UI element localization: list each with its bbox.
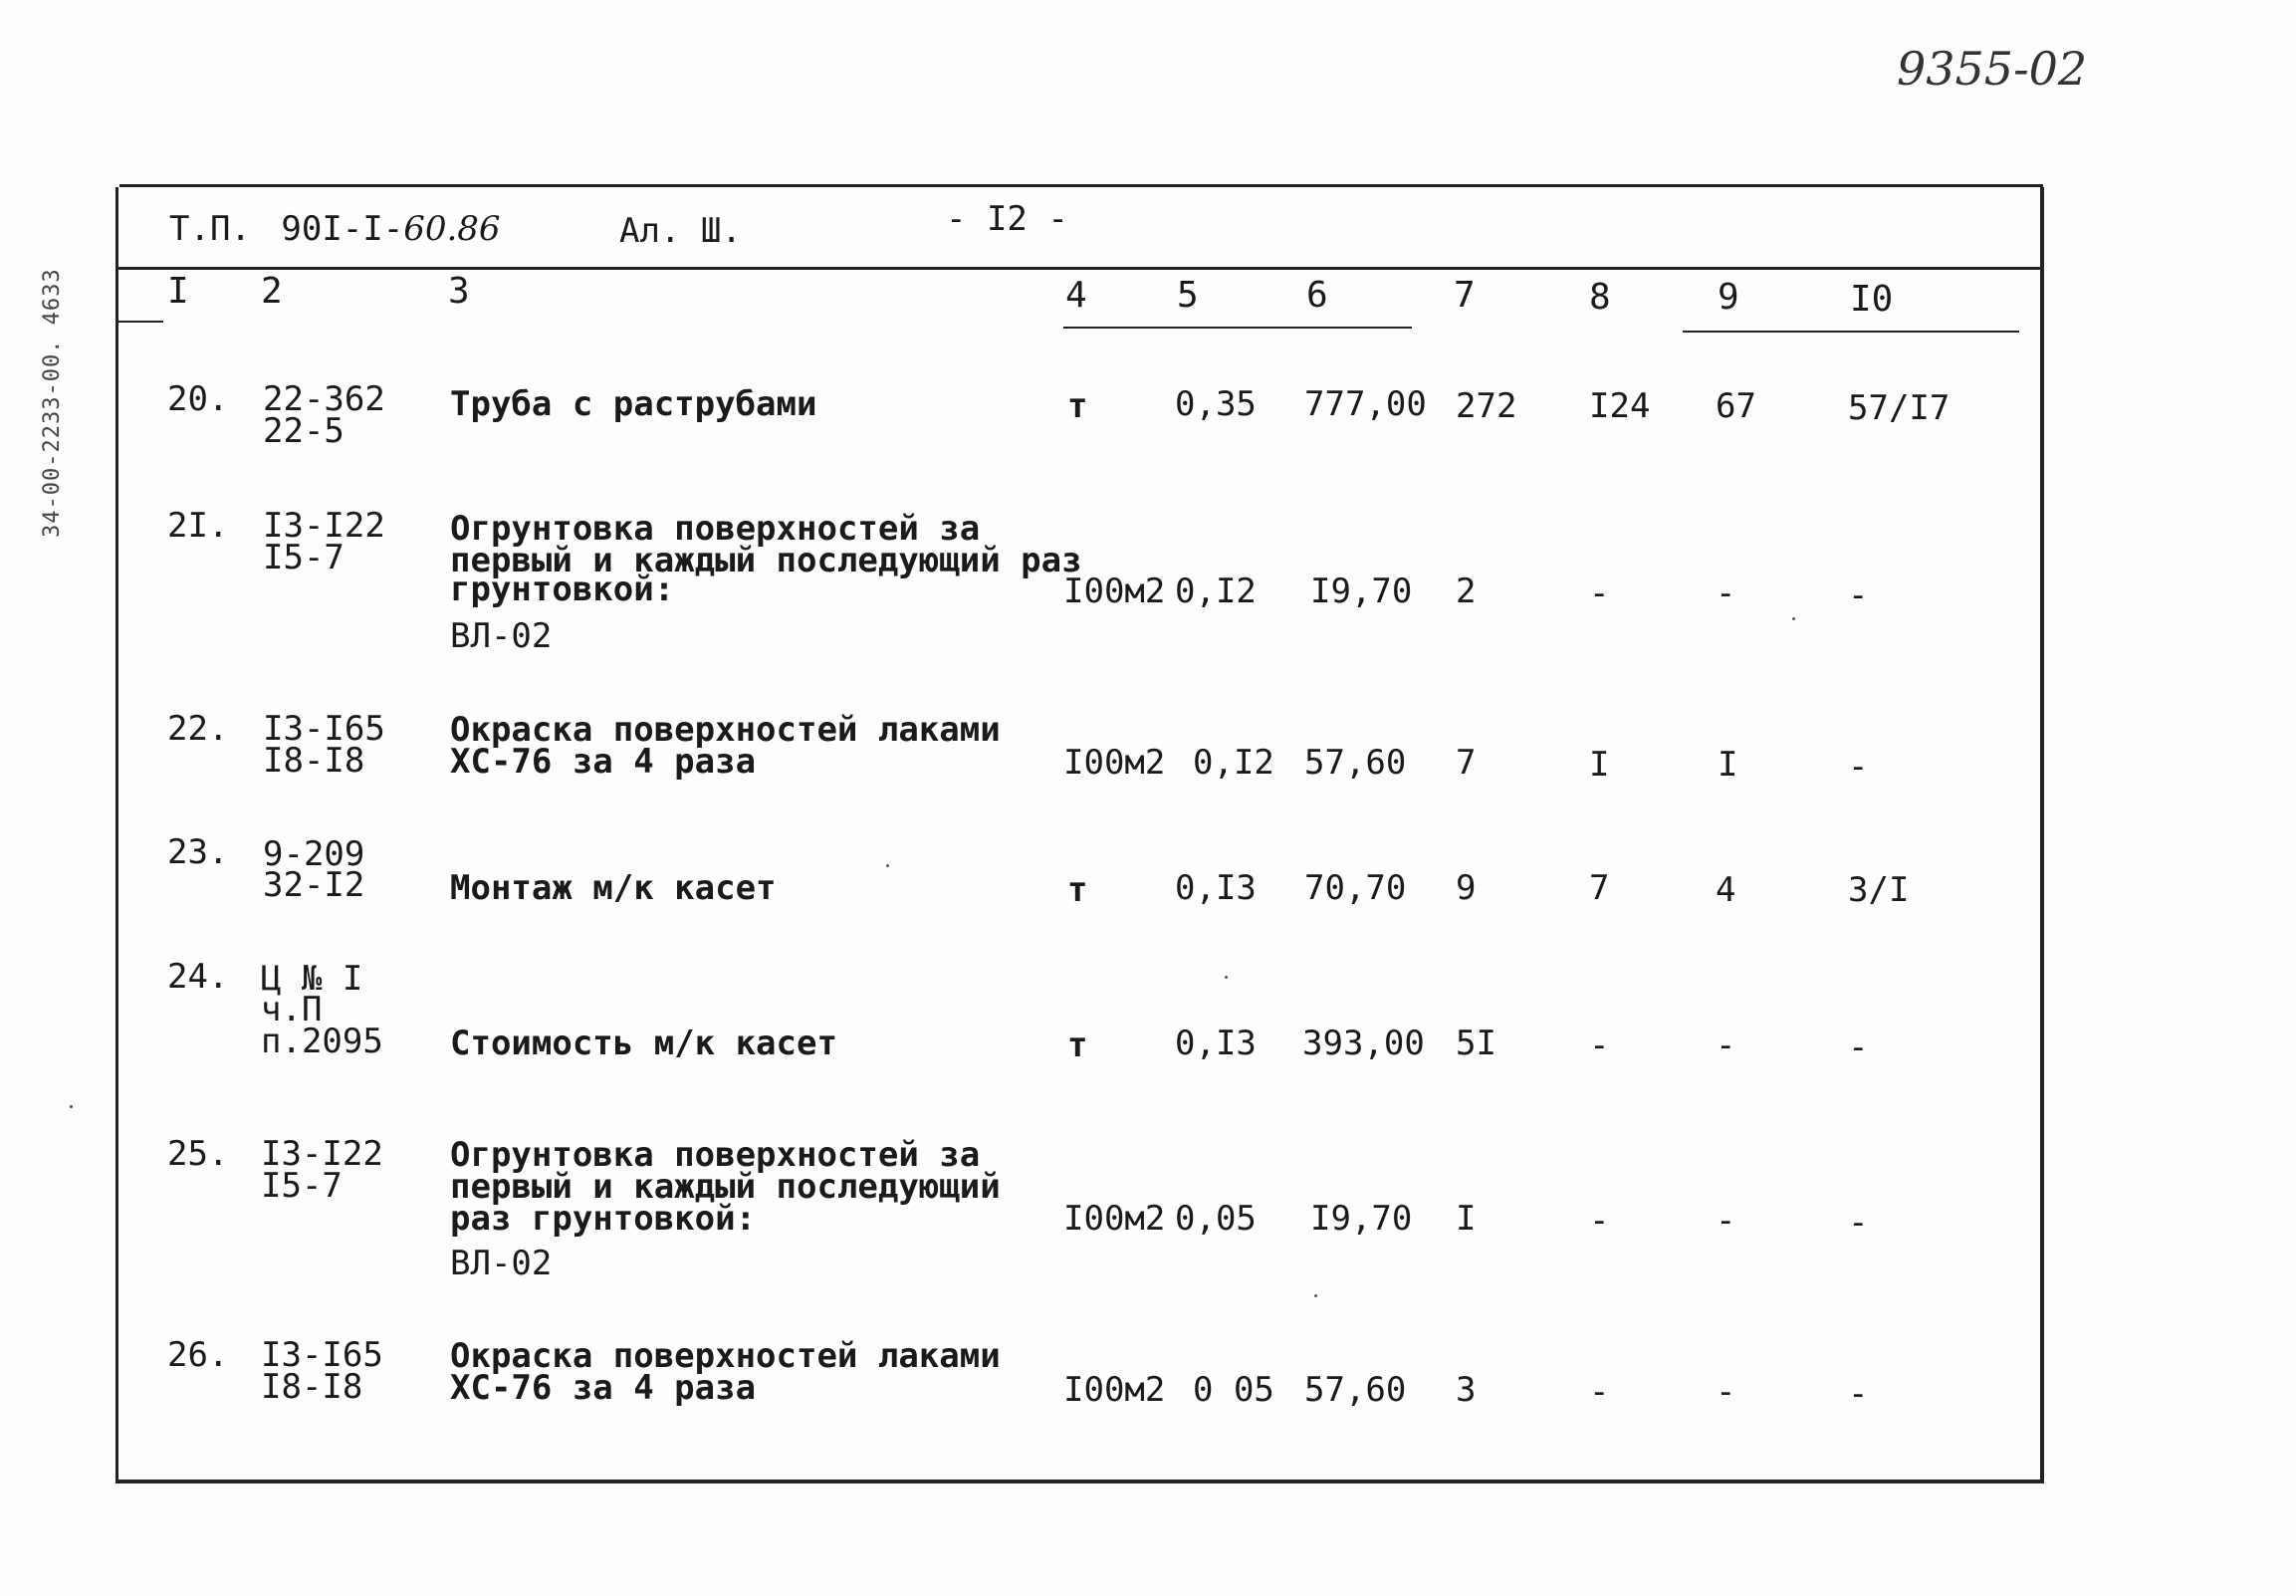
row-quantity: 0,I3 — [1175, 1024, 1257, 1063]
colhead-rule-right — [1683, 331, 2019, 333]
row-col8: - — [1589, 1372, 1610, 1412]
scan-speck — [1314, 1294, 1317, 1297]
row-quantity: 0,05 — [1175, 1199, 1257, 1239]
col-header-5: 5 — [1177, 275, 1199, 316]
col-header-1: I — [167, 271, 189, 312]
row-col10: - — [1848, 575, 1869, 615]
top-rule — [119, 184, 2043, 187]
row-number: 20. — [167, 379, 229, 419]
margin-note: 34-00-2233-00. 4633 — [40, 268, 65, 538]
row-code: I8-I8 — [263, 741, 365, 781]
row-col7: 272 — [1456, 386, 1517, 426]
row-code: п.2095 — [261, 1022, 383, 1061]
row-price: 777,00 — [1304, 384, 1427, 424]
table-frame — [115, 187, 2044, 1483]
row-description: Монтаж м/к касет — [450, 868, 777, 908]
tp-number: 90I-I- — [281, 209, 404, 249]
row-unit: т — [1067, 386, 1088, 426]
row-description: ХС-76 за 4 раза — [450, 742, 757, 782]
row-code: I3-I22 — [261, 1134, 383, 1174]
col-header-4: 4 — [1065, 275, 1087, 316]
col-header-10: I0 — [1850, 279, 1894, 320]
colhead-rule-mid — [1063, 327, 1412, 329]
row-price: 57,60 — [1304, 743, 1407, 783]
row-unit: I00м2 — [1063, 1370, 1166, 1410]
page-number: - I2 - — [946, 199, 1068, 239]
row-col10: - — [1848, 747, 1869, 787]
col-header-6: 6 — [1306, 275, 1328, 316]
row-col7: 7 — [1456, 743, 1477, 783]
row-description-note: ВЛ-02 — [450, 1244, 553, 1283]
col-header-9: 9 — [1718, 277, 1739, 318]
row-col8: - — [1589, 1026, 1610, 1065]
row-code: Ц № I — [261, 959, 363, 999]
header-rule — [115, 267, 2041, 270]
row-description-note: ВЛ-02 — [450, 616, 553, 656]
row-description: Окраска поверхностей лаками — [450, 1336, 1001, 1376]
row-description: Окраска поверхностей лаками — [450, 710, 1001, 750]
row-code: 32-I2 — [263, 865, 365, 905]
row-code: 9-209 — [263, 834, 365, 874]
col-header-8: 8 — [1589, 277, 1611, 318]
row-col7: 9 — [1456, 868, 1477, 908]
row-number: 2I. — [167, 506, 229, 546]
row-col9: 67 — [1716, 386, 1756, 426]
row-price: I9,70 — [1310, 1199, 1413, 1239]
row-price: I9,70 — [1310, 571, 1413, 611]
row-col9: - — [1716, 1372, 1736, 1412]
row-description: раз грунтовкой: — [450, 1199, 757, 1239]
row-col8: I — [1589, 745, 1610, 785]
row-code: I8-I8 — [261, 1367, 363, 1407]
col-header-3: 3 — [448, 271, 470, 312]
row-unit: I00м2 — [1063, 743, 1166, 783]
row-code: I3-I22 — [263, 506, 385, 546]
row-code: ч.П — [261, 990, 323, 1029]
row-col7: I — [1456, 1199, 1477, 1239]
row-price: 57,60 — [1304, 1370, 1407, 1410]
row-description: ХС-76 за 4 раза — [450, 1368, 757, 1408]
row-col8: 7 — [1589, 868, 1610, 908]
row-price: 393,00 — [1302, 1024, 1425, 1063]
row-code: I3-I65 — [261, 1335, 383, 1375]
row-number: 26. — [167, 1335, 229, 1375]
tp-number-handwritten: 60.86 — [403, 209, 501, 249]
row-description: первый и каждый последующий — [450, 1167, 1001, 1207]
row-col9: 4 — [1716, 870, 1736, 910]
row-description: Труба с раструбами — [450, 384, 817, 424]
row-col8: - — [1589, 573, 1610, 613]
row-price: 70,70 — [1304, 868, 1407, 908]
row-col7: 2 — [1456, 571, 1477, 611]
stamp-number: 9355-02 — [1897, 42, 2088, 96]
row-number: 25. — [167, 1134, 229, 1174]
row-col7: 5I — [1456, 1024, 1496, 1063]
row-col10: - — [1848, 1027, 1869, 1067]
row-number: 24. — [167, 957, 229, 997]
row-description: грунтовкой: — [450, 570, 675, 609]
row-description: первый и каждый последующий раз — [450, 541, 1082, 580]
row-unit: I00м2 — [1063, 571, 1166, 611]
row-unit: т — [1067, 870, 1088, 910]
row-col10: 3/I — [1848, 870, 1910, 910]
row-number: 23. — [167, 832, 229, 872]
row-number: 22. — [167, 709, 229, 749]
col-header-2: 2 — [261, 271, 283, 312]
scan-speck — [886, 864, 889, 867]
row-code: 22-362 — [263, 379, 385, 419]
row-quantity: 0,I2 — [1175, 571, 1257, 611]
scan-speck — [1792, 617, 1795, 620]
scan-speck — [1225, 976, 1228, 979]
row-quantity: 0,I2 — [1193, 743, 1274, 783]
row-description: Стоимость м/к касет — [450, 1024, 837, 1063]
row-col10: 57/I7 — [1848, 388, 1951, 428]
row-unit: т — [1067, 1026, 1088, 1065]
row-code: I5-7 — [261, 1166, 343, 1206]
row-col10: - — [1848, 1374, 1869, 1414]
colhead-rule-left — [115, 321, 163, 323]
row-col8: I24 — [1589, 386, 1651, 426]
col-header-7: 7 — [1454, 275, 1476, 316]
row-code: I3-I65 — [263, 709, 385, 749]
row-quantity: 0,35 — [1175, 384, 1257, 424]
album-label: Ал. Ш. — [619, 211, 742, 251]
row-col9: - — [1716, 1201, 1736, 1241]
row-code: 22-5 — [263, 411, 344, 451]
row-quantity: 0 05 — [1193, 1370, 1274, 1410]
row-unit: I00м2 — [1063, 1199, 1166, 1239]
row-quantity: 0,I3 — [1175, 868, 1257, 908]
row-description: Огрунтовка поверхностей за — [450, 509, 981, 549]
row-code: I5-7 — [263, 538, 344, 577]
scan-speck — [70, 1105, 73, 1108]
row-description: Огрунтовка поверхностей за — [450, 1135, 981, 1175]
sheet-header — [169, 209, 501, 249]
row-col8: - — [1589, 1201, 1610, 1241]
row-col7: 3 — [1456, 1370, 1477, 1410]
tp-label: Т.П. — [169, 209, 251, 249]
row-col9: I — [1718, 745, 1738, 785]
row-col10: - — [1848, 1203, 1869, 1243]
row-col9: - — [1716, 1026, 1736, 1065]
row-col9: - — [1716, 573, 1736, 613]
